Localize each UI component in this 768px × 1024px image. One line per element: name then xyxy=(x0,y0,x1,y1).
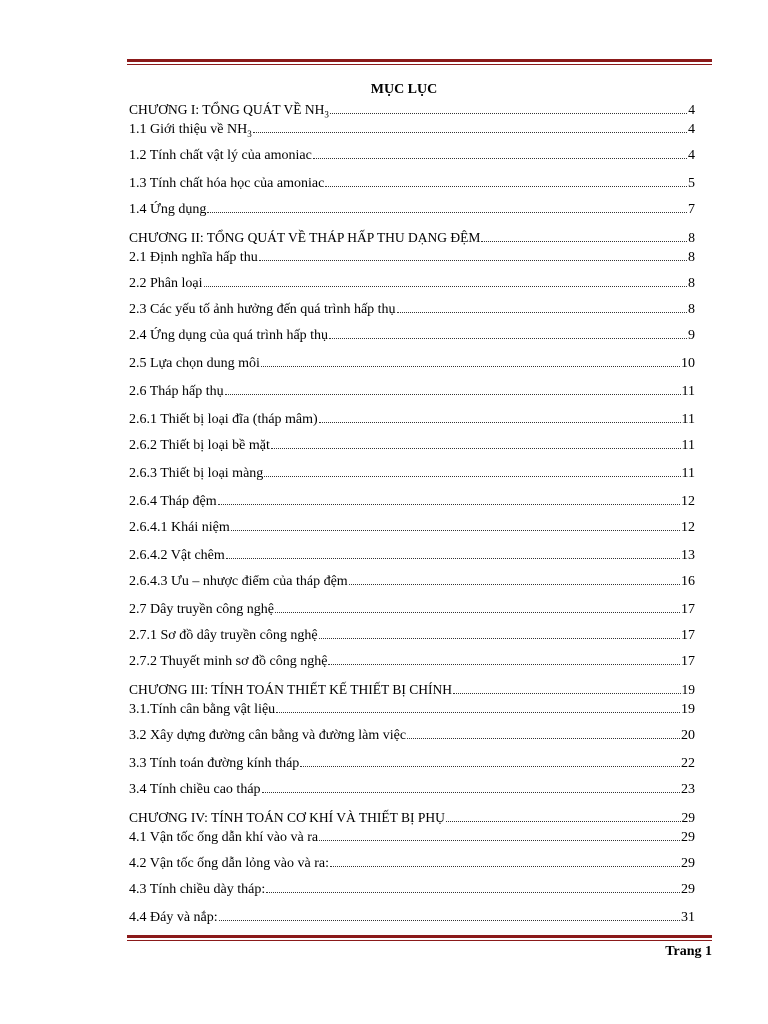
toc-entry[interactable] xyxy=(129,327,695,345)
toc-entry[interactable] xyxy=(129,653,695,671)
toc-entry-label: 2.6.4 Tháp đệm xyxy=(129,494,217,509)
page-title: MỤC LỤC xyxy=(370,82,438,97)
toc-entry-label: 1.1 Giới thiệu về $NH_3$ xyxy=(129,122,252,139)
toc-entry[interactable] xyxy=(129,229,695,247)
dot-leader xyxy=(204,285,688,287)
toc-entry[interactable] xyxy=(129,355,695,373)
toc-entry[interactable] xyxy=(129,881,695,899)
toc-entry-page: 29 xyxy=(681,810,695,825)
dot-leader xyxy=(261,365,680,367)
toc-entry-label: 2.6.3 Thiết bị loại màng xyxy=(129,466,264,481)
dot-leader xyxy=(319,421,681,423)
toc-entry-label: 2.6 Tháp hấp thụ xyxy=(129,384,224,399)
toc-entry[interactable] xyxy=(129,411,695,429)
dot-leader xyxy=(259,259,687,261)
toc-entry-label: 2.7.2 Thuyết minh sơ đồ công nghệ xyxy=(129,654,328,669)
toc-entry-label: 2.6.1 Thiết bị loại đĩa (tháp mâm) xyxy=(129,412,318,427)
toc-entry-page: 5 xyxy=(688,176,695,191)
dot-leader xyxy=(264,475,680,477)
toc-entry-page: 11 xyxy=(681,466,695,481)
toc-entry-label: 2.6.4.3 Ưu – nhược điểm của tháp đệm xyxy=(129,574,348,589)
dot-leader xyxy=(226,557,680,559)
toc-entry[interactable] xyxy=(129,437,695,455)
toc-entry-page: 12 xyxy=(681,520,695,535)
toc-entry[interactable] xyxy=(129,755,695,773)
toc-entry-label: 3.4 Tính chiều cao tháp xyxy=(129,782,261,797)
toc-entry-label: CHƯƠNG IV: TÍNH TOÁN CƠ KHÍ VÀ THIẾT BỊ PHỤ xyxy=(129,810,445,825)
toc-entry[interactable] xyxy=(129,601,695,619)
toc-entry-page: 8 xyxy=(688,230,695,245)
toc-entry-label: 3.2 Xây dựng đường cân bằng và đường làm việc xyxy=(129,728,407,743)
dot-leader xyxy=(319,637,680,639)
toc-entry[interactable] xyxy=(129,249,695,267)
toc-entry[interactable] xyxy=(129,909,695,927)
dot-leader xyxy=(275,611,680,613)
subscript: 3 xyxy=(324,109,329,120)
toc-entry-label: 2.3 Các yếu tố ảnh hưởng đến quá trình hấp thụ xyxy=(129,302,396,317)
toc-entry[interactable] xyxy=(129,627,695,645)
dot-leader xyxy=(407,737,680,739)
toc-entry[interactable] xyxy=(129,121,695,143)
toc-entry-page: 8 xyxy=(688,302,695,317)
toc-entry-label: CHƯƠNG II: TỔNG QUÁT VỀ THÁP HẤP THU DẠNG ĐỆM xyxy=(129,230,481,245)
dot-leader xyxy=(329,337,687,339)
toc-entry-label: 2.4 Ứng dụng của quá trình hấp thụ xyxy=(129,328,329,343)
toc-entry[interactable] xyxy=(129,465,695,483)
dot-leader xyxy=(276,711,680,713)
toc-entry[interactable] xyxy=(129,781,695,799)
toc-entry[interactable] xyxy=(129,547,695,565)
toc-entry-label: 4.1 Vận tốc ống dẫn khí vào và ra xyxy=(129,830,319,845)
toc-entry-label: 1.2 Tính chất vật lý của amoniac xyxy=(129,148,312,163)
toc-entry-label: 1.4 Ứng dụng xyxy=(129,202,207,217)
toc-entry-page: 4 xyxy=(688,102,695,117)
toc-entry[interactable] xyxy=(129,175,695,193)
toc-entry-page: 7 xyxy=(688,202,695,217)
toc-entry-label: 2.2 Phân loại xyxy=(129,276,203,291)
dot-leader xyxy=(330,865,680,867)
toc-entry-page: 9 xyxy=(688,328,695,343)
toc-entry-page: 11 xyxy=(681,412,695,427)
bottom-divider xyxy=(127,935,712,941)
toc-entry-page: 23 xyxy=(681,782,695,797)
dot-leader xyxy=(271,447,681,449)
toc-entry-page: 4 xyxy=(688,122,695,137)
toc-entry-label: 2.7.1 Sơ đồ dây truyền công nghệ xyxy=(129,628,318,643)
toc-entry-page: 19 xyxy=(681,702,695,717)
toc-entry-label: 4.2 Vận tốc ống dẫn lỏng vào và ra: xyxy=(129,856,329,871)
page-number: Trang 1 xyxy=(665,944,712,959)
dot-leader xyxy=(349,583,680,585)
subscript: 3 xyxy=(247,128,252,139)
toc-entry-page: 17 xyxy=(681,654,695,669)
dot-leader xyxy=(219,919,680,921)
toc-entry[interactable] xyxy=(129,701,695,719)
toc-entry[interactable] xyxy=(129,809,695,827)
toc-entry-page: 29 xyxy=(681,856,695,871)
toc-entry-page: 12 xyxy=(681,494,695,509)
dot-leader xyxy=(325,185,687,187)
dot-leader xyxy=(207,211,687,213)
toc-entry-page: 31 xyxy=(681,910,695,925)
dot-leader xyxy=(218,503,680,505)
toc-entry-page: 20 xyxy=(681,728,695,743)
dot-leader xyxy=(481,240,687,242)
dot-leader xyxy=(319,839,680,841)
toc-entry-label: 2.6.2 Thiết bị loại bề mặt xyxy=(129,438,270,453)
toc-entry-label: 3.1.Tính cân bằng vật liệu xyxy=(129,702,276,717)
toc-entry[interactable] xyxy=(129,519,695,537)
dot-leader xyxy=(300,765,680,767)
toc-entry[interactable] xyxy=(129,383,695,401)
dot-leader xyxy=(453,692,681,694)
toc-entry-page: 29 xyxy=(681,882,695,897)
toc-entry-page: 19 xyxy=(681,682,695,697)
dot-leader xyxy=(313,157,687,159)
dot-leader xyxy=(330,112,687,114)
dot-leader xyxy=(262,791,680,793)
toc-entry[interactable] xyxy=(129,493,695,511)
dot-leader xyxy=(397,311,687,313)
toc-entry[interactable] xyxy=(129,829,695,847)
toc-entry-page: 8 xyxy=(688,276,695,291)
toc-entry[interactable] xyxy=(129,275,695,293)
dot-leader xyxy=(225,393,681,395)
toc-entry-page: 11 xyxy=(681,384,695,399)
toc-entry-label: 4.3 Tính chiều dày tháp: xyxy=(129,882,266,897)
dot-leader xyxy=(446,820,681,822)
toc-entry-label: 2.6.4.2 Vật chêm xyxy=(129,548,225,563)
toc-entry-label: 2.1 Định nghĩa hấp thu xyxy=(129,250,258,265)
dot-leader xyxy=(266,891,680,893)
dot-leader xyxy=(253,131,687,133)
toc-entry[interactable] xyxy=(129,681,695,699)
toc-entry-label: 1.3 Tính chất hóa học của amoniac xyxy=(129,176,325,191)
toc-entry-label: 2.5 Lựa chọn dung môi xyxy=(129,356,260,371)
toc-entry[interactable] xyxy=(129,301,695,319)
toc-entry-label: 4.4 Đáy và nắp: xyxy=(129,910,218,925)
toc-entry[interactable] xyxy=(129,201,695,219)
toc-entry[interactable] xyxy=(129,573,695,591)
toc-entry-label: 2.6.4.1 Khái niệm xyxy=(129,520,230,535)
toc-entry-label: 2.7 Dây truyền công nghệ xyxy=(129,602,275,617)
toc-entry-page: 8 xyxy=(688,250,695,265)
dot-leader xyxy=(328,663,680,665)
toc-entry-page: 22 xyxy=(681,756,695,771)
toc-entry[interactable] xyxy=(129,727,695,745)
toc-entry-page: 16 xyxy=(681,574,695,589)
dot-leader xyxy=(231,529,680,531)
toc-entry[interactable] xyxy=(129,855,695,873)
toc-entry-page: 4 xyxy=(688,148,695,163)
toc-entry-page: 17 xyxy=(681,628,695,643)
toc-entry-label: CHƯƠNG I: TỔNG QUÁT VỀ $NH_3$ xyxy=(129,102,329,120)
toc-entry-page: 29 xyxy=(681,830,695,845)
toc-entry-page: 13 xyxy=(681,548,695,563)
toc-entry-label: 3.3 Tính toán đường kính tháp xyxy=(129,756,300,771)
toc-entry-page: 10 xyxy=(681,356,695,371)
toc-entry-page: 11 xyxy=(681,438,695,453)
toc-entry-page: 17 xyxy=(681,602,695,617)
toc-entry-label: CHƯƠNG III: TÍNH TOÁN THIẾT KẾ THIẾT BỊ CHÍNH xyxy=(129,682,452,697)
top-divider xyxy=(127,59,712,65)
toc-entry[interactable] xyxy=(129,147,695,165)
